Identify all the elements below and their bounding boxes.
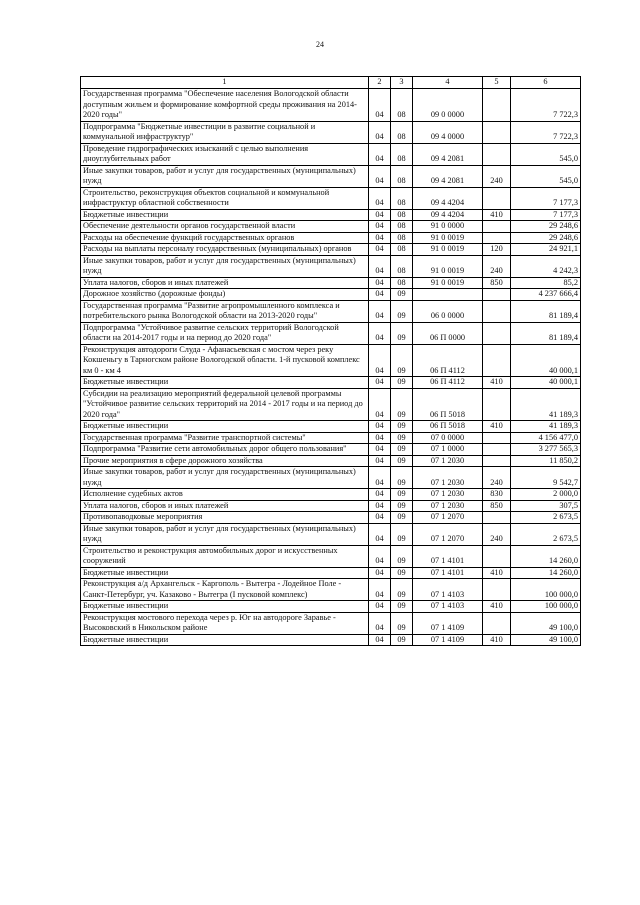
row-name-cell: Подпрограмма "Устойчивое развитие сельских территорий Вологодской области на 2014-2017 годы и на период до 2020 года" <box>81 322 369 344</box>
row-section-cell: 04 <box>369 143 391 165</box>
row-subsection-cell: 08 <box>391 187 413 209</box>
header-cell: 4 <box>413 77 483 89</box>
row-subsection-cell: 09 <box>391 455 413 467</box>
row-expense-type-cell: 410 <box>483 209 511 221</box>
row-name-cell: Иные закупки товаров, работ и услуг для государственных (муниципальных) нужд <box>81 165 369 187</box>
row-subsection-cell: 09 <box>391 601 413 613</box>
row-target-article-cell: 06 П 0000 <box>413 322 483 344</box>
row-target-article-cell: 06 П 4112 <box>413 377 483 389</box>
header-cell: 1 <box>81 77 369 89</box>
row-amount-cell: 41 189,3 <box>511 388 581 421</box>
row-name-cell: Реконструкция мостового перехода через р. Юг на автодороге Заравье - Высоковский в Никольском районе <box>81 612 369 634</box>
row-subsection-cell: 09 <box>391 612 413 634</box>
row-name-cell: Подпрограмма "Бюджетные инвестиции в развитие социальной и коммунальной инфраструктур" <box>81 121 369 143</box>
row-amount-cell: 2 673,5 <box>511 523 581 545</box>
row-section-cell: 04 <box>369 500 391 512</box>
row-name-cell: Реконструкция а/д Архангельск - Каргополь - Вытегра - Лодейное Поле - Санкт-Петербург, уч. Казаково - Вытегра (I пусковой комплекс) <box>81 579 369 601</box>
row-subsection-cell: 08 <box>391 209 413 221</box>
row-expense-type-cell <box>483 143 511 165</box>
row-name-cell: Уплата налогов, сборов и иных платежей <box>81 277 369 289</box>
row-name-cell: Прочие мероприятия в сфере дорожного хозяйства <box>81 455 369 467</box>
row-target-article-cell: 06 П 5018 <box>413 388 483 421</box>
row-name-cell: Бюджетные инвестиции <box>81 209 369 221</box>
row-amount-cell: 85,2 <box>511 277 581 289</box>
row-target-article-cell: 07 1 2030 <box>413 489 483 501</box>
row-expense-type-cell <box>483 221 511 233</box>
row-target-article-cell: 07 1 4103 <box>413 579 483 601</box>
row-amount-cell: 4 156 477,0 <box>511 432 581 444</box>
table-row <box>81 165 581 187</box>
row-expense-type-cell <box>483 121 511 143</box>
row-target-article-cell: 06 П 4112 <box>413 344 483 377</box>
row-name-cell: Иные закупки товаров, работ и услуг для государственных (муниципальных) нужд <box>81 523 369 545</box>
row-amount-cell: 4 237 666,4 <box>511 289 581 301</box>
row-target-article-cell: 07 1 2070 <box>413 523 483 545</box>
row-amount-cell: 81 189,4 <box>511 322 581 344</box>
row-subsection-cell: 08 <box>391 143 413 165</box>
row-expense-type-cell: 830 <box>483 489 511 501</box>
row-target-article-cell: 09 4 4204 <box>413 187 483 209</box>
table-row <box>81 143 581 165</box>
row-section-cell: 04 <box>369 455 391 467</box>
row-expense-type-cell <box>483 300 511 322</box>
header-cell: 6 <box>511 77 581 89</box>
row-amount-cell: 49 100,0 <box>511 612 581 634</box>
row-name-cell: Дорожное хозяйство (дорожные фонды) <box>81 289 369 301</box>
page-number: 24 <box>316 40 324 49</box>
row-target-article-cell: 07 1 2030 <box>413 455 483 467</box>
row-expense-type-cell: 410 <box>483 567 511 579</box>
row-subsection-cell: 08 <box>391 255 413 277</box>
table-row <box>81 300 581 322</box>
row-section-cell: 04 <box>369 432 391 444</box>
table-row <box>81 634 581 646</box>
row-subsection-cell: 08 <box>391 89 413 122</box>
row-section-cell: 04 <box>369 377 391 389</box>
row-subsection-cell: 09 <box>391 444 413 456</box>
table-row <box>81 567 581 579</box>
header-cell: 5 <box>483 77 511 89</box>
row-target-article-cell: 91 0 0000 <box>413 221 483 233</box>
row-expense-type-cell <box>483 232 511 244</box>
row-section-cell: 04 <box>369 388 391 421</box>
row-expense-type-cell: 410 <box>483 421 511 433</box>
row-target-article-cell: 07 1 2070 <box>413 512 483 524</box>
row-subsection-cell: 08 <box>391 232 413 244</box>
row-name-cell: Расходы на выплаты персоналу государственных (муниципальных) органов <box>81 244 369 256</box>
row-target-article-cell: 07 1 4109 <box>413 612 483 634</box>
table-row <box>81 579 581 601</box>
row-target-article-cell: 91 0 0019 <box>413 244 483 256</box>
table-row <box>81 377 581 389</box>
row-name-cell: Иные закупки товаров, работ и услуг для государственных (муниципальных) нужд <box>81 255 369 277</box>
row-name-cell: Строительство, реконструкция объектов социальной и коммунальной инфраструктур областной собственности <box>81 187 369 209</box>
row-name-cell: Исполнение судебных актов <box>81 489 369 501</box>
row-name-cell: Бюджетные инвестиции <box>81 567 369 579</box>
row-amount-cell: 29 248,6 <box>511 232 581 244</box>
row-section-cell: 04 <box>369 165 391 187</box>
row-name-cell: Субсидии на реализацию мероприятий федеральной целевой программы "Устойчивое развитие сельских территорий на 2014 - 2017 годы и на период до 2020 года" <box>81 388 369 421</box>
row-expense-type-cell <box>483 89 511 122</box>
row-target-article-cell <box>413 289 483 301</box>
budget-table <box>80 76 581 646</box>
row-expense-type-cell: 240 <box>483 255 511 277</box>
row-section-cell: 04 <box>369 187 391 209</box>
row-expense-type-cell <box>483 432 511 444</box>
table-row <box>81 489 581 501</box>
row-target-article-cell: 09 4 2081 <box>413 143 483 165</box>
table-row <box>81 388 581 421</box>
row-section-cell: 04 <box>369 209 391 221</box>
row-amount-cell: 307,5 <box>511 500 581 512</box>
row-expense-type-cell: 410 <box>483 601 511 613</box>
row-subsection-cell: 09 <box>391 388 413 421</box>
table-row <box>81 455 581 467</box>
table-row <box>81 612 581 634</box>
row-expense-type-cell: 240 <box>483 467 511 489</box>
row-expense-type-cell: 850 <box>483 500 511 512</box>
row-name-cell: Проведение гидрографических изысканий с целью выполнения дноуглубительных работ <box>81 143 369 165</box>
row-subsection-cell: 09 <box>391 489 413 501</box>
row-amount-cell: 40 000,1 <box>511 377 581 389</box>
row-amount-cell: 11 850,2 <box>511 455 581 467</box>
row-amount-cell: 2 000,0 <box>511 489 581 501</box>
row-section-cell: 04 <box>369 322 391 344</box>
row-section-cell: 04 <box>369 277 391 289</box>
table-row <box>81 432 581 444</box>
row-section-cell: 04 <box>369 634 391 646</box>
row-subsection-cell: 08 <box>391 121 413 143</box>
row-subsection-cell: 09 <box>391 512 413 524</box>
row-name-cell: Бюджетные инвестиции <box>81 601 369 613</box>
row-subsection-cell: 09 <box>391 421 413 433</box>
table-row <box>81 500 581 512</box>
row-target-article-cell: 07 1 4101 <box>413 567 483 579</box>
row-expense-type-cell <box>483 545 511 567</box>
row-amount-cell: 9 542,7 <box>511 467 581 489</box>
table-row <box>81 187 581 209</box>
row-subsection-cell: 08 <box>391 244 413 256</box>
row-expense-type-cell <box>483 612 511 634</box>
row-section-cell: 04 <box>369 567 391 579</box>
table-row <box>81 601 581 613</box>
table-row <box>81 444 581 456</box>
row-amount-cell: 40 000,1 <box>511 344 581 377</box>
row-section-cell: 04 <box>369 244 391 256</box>
row-amount-cell: 2 673,5 <box>511 512 581 524</box>
row-section-cell: 04 <box>369 255 391 277</box>
row-expense-type-cell: 850 <box>483 277 511 289</box>
row-amount-cell: 49 100,0 <box>511 634 581 646</box>
row-subsection-cell: 08 <box>391 165 413 187</box>
row-expense-type-cell: 120 <box>483 244 511 256</box>
row-expense-type-cell: 240 <box>483 523 511 545</box>
row-expense-type-cell <box>483 344 511 377</box>
row-amount-cell: 545,0 <box>511 165 581 187</box>
row-section-cell: 04 <box>369 300 391 322</box>
row-section-cell: 04 <box>369 612 391 634</box>
row-name-cell: Государственная программа "Развитие агропромышленного комплекса и потребительского рынка Вологодской области на 2013-2020 годы" <box>81 300 369 322</box>
table-row <box>81 421 581 433</box>
header-cell: 2 <box>369 77 391 89</box>
table-row <box>81 523 581 545</box>
row-target-article-cell: 91 0 0019 <box>413 255 483 277</box>
row-subsection-cell: 09 <box>391 344 413 377</box>
row-amount-cell: 100 000,0 <box>511 579 581 601</box>
table-row <box>81 232 581 244</box>
row-amount-cell: 81 189,4 <box>511 300 581 322</box>
row-expense-type-cell: 410 <box>483 377 511 389</box>
row-subsection-cell: 08 <box>391 277 413 289</box>
row-target-article-cell: 07 1 2030 <box>413 500 483 512</box>
row-section-cell: 04 <box>369 89 391 122</box>
header-cell: 3 <box>391 77 413 89</box>
table-row <box>81 255 581 277</box>
row-subsection-cell: 09 <box>391 500 413 512</box>
row-subsection-cell: 09 <box>391 300 413 322</box>
row-expense-type-cell <box>483 512 511 524</box>
row-subsection-cell: 09 <box>391 579 413 601</box>
row-section-cell: 04 <box>369 221 391 233</box>
header-row <box>81 77 581 89</box>
row-name-cell: Строительство и реконструкция автомобильных дорог и искусственных сооружений <box>81 545 369 567</box>
row-section-cell: 04 <box>369 579 391 601</box>
row-amount-cell: 4 242,3 <box>511 255 581 277</box>
row-target-article-cell: 07 1 4101 <box>413 545 483 567</box>
row-subsection-cell: 09 <box>391 467 413 489</box>
row-amount-cell: 7 177,3 <box>511 187 581 209</box>
row-name-cell: Уплата налогов, сборов и иных платежей <box>81 500 369 512</box>
row-amount-cell: 7 722,3 <box>511 121 581 143</box>
table-row <box>81 467 581 489</box>
row-section-cell: 04 <box>369 512 391 524</box>
row-subsection-cell: 09 <box>391 432 413 444</box>
table-row <box>81 277 581 289</box>
row-section-cell: 04 <box>369 289 391 301</box>
row-amount-cell: 7 722,3 <box>511 89 581 122</box>
row-expense-type-cell <box>483 579 511 601</box>
table-row <box>81 344 581 377</box>
row-amount-cell: 29 248,6 <box>511 221 581 233</box>
row-subsection-cell: 09 <box>391 567 413 579</box>
row-section-cell: 04 <box>369 121 391 143</box>
row-name-cell: Государственная программа "Обеспечение населения Вологодской области доступным жильем и формирование комфортной среды проживания на 2014-2020 годы" <box>81 89 369 122</box>
row-section-cell: 04 <box>369 545 391 567</box>
row-expense-type-cell <box>483 444 511 456</box>
row-expense-type-cell <box>483 289 511 301</box>
row-expense-type-cell <box>483 455 511 467</box>
row-target-article-cell: 07 0 0000 <box>413 432 483 444</box>
row-section-cell: 04 <box>369 344 391 377</box>
row-name-cell: Бюджетные инвестиции <box>81 377 369 389</box>
row-section-cell: 04 <box>369 467 391 489</box>
row-target-article-cell: 91 0 0019 <box>413 277 483 289</box>
table-row <box>81 545 581 567</box>
row-name-cell: Противопаводковые мероприятия <box>81 512 369 524</box>
row-name-cell: Подпрограмма "Развитие сети автомобильных дорог общего пользования" <box>81 444 369 456</box>
row-subsection-cell: 09 <box>391 634 413 646</box>
row-subsection-cell: 09 <box>391 545 413 567</box>
row-target-article-cell: 07 1 4103 <box>413 601 483 613</box>
row-amount-cell: 3 277 565,3 <box>511 444 581 456</box>
table-row <box>81 322 581 344</box>
table-row <box>81 121 581 143</box>
row-name-cell: Государственная программа "Развитие транспортной системы" <box>81 432 369 444</box>
row-target-article-cell: 09 4 0000 <box>413 121 483 143</box>
row-amount-cell: 41 189,3 <box>511 421 581 433</box>
row-section-cell: 04 <box>369 232 391 244</box>
table-row <box>81 289 581 301</box>
row-name-cell: Расходы на обеспечение функций государственных органов <box>81 232 369 244</box>
row-subsection-cell: 09 <box>391 523 413 545</box>
row-expense-type-cell <box>483 388 511 421</box>
row-target-article-cell: 07 1 2030 <box>413 467 483 489</box>
row-amount-cell: 100 000,0 <box>511 601 581 613</box>
row-subsection-cell: 09 <box>391 322 413 344</box>
row-target-article-cell: 09 4 4204 <box>413 209 483 221</box>
row-section-cell: 04 <box>369 523 391 545</box>
row-section-cell: 04 <box>369 601 391 613</box>
row-name-cell: Обеспечение деятельности органов государственной власти <box>81 221 369 233</box>
row-expense-type-cell: 410 <box>483 634 511 646</box>
table-row <box>81 512 581 524</box>
row-amount-cell: 7 177,3 <box>511 209 581 221</box>
row-amount-cell: 24 921,1 <box>511 244 581 256</box>
row-target-article-cell: 09 4 2081 <box>413 165 483 187</box>
row-expense-type-cell <box>483 187 511 209</box>
row-target-article-cell: 06 0 0000 <box>413 300 483 322</box>
row-name-cell: Бюджетные инвестиции <box>81 421 369 433</box>
row-target-article-cell: 91 0 0019 <box>413 232 483 244</box>
row-target-article-cell: 07 1 0000 <box>413 444 483 456</box>
table-row <box>81 89 581 122</box>
row-section-cell: 04 <box>369 421 391 433</box>
row-name-cell: Реконструкция автодороги Слуда - Афанасьевская с мостом через реку Кокшеньгу в Тарногском районе Вологодской области. 1-й пусковой комплекс км 0 - км 4 <box>81 344 369 377</box>
row-target-article-cell: 06 П 5018 <box>413 421 483 433</box>
row-name-cell: Иные закупки товаров, работ и услуг для государственных (муниципальных) нужд <box>81 467 369 489</box>
table-row <box>81 244 581 256</box>
table-row <box>81 209 581 221</box>
row-section-cell: 04 <box>369 444 391 456</box>
row-target-article-cell: 09 0 0000 <box>413 89 483 122</box>
row-subsection-cell: 08 <box>391 221 413 233</box>
row-name-cell: Бюджетные инвестиции <box>81 634 369 646</box>
row-subsection-cell: 09 <box>391 289 413 301</box>
row-target-article-cell: 07 1 4109 <box>413 634 483 646</box>
row-amount-cell: 14 260,0 <box>511 545 581 567</box>
row-section-cell: 04 <box>369 489 391 501</box>
row-expense-type-cell <box>483 322 511 344</box>
row-expense-type-cell: 240 <box>483 165 511 187</box>
row-amount-cell: 545,0 <box>511 143 581 165</box>
table-row <box>81 221 581 233</box>
row-subsection-cell: 09 <box>391 377 413 389</box>
row-amount-cell: 14 260,0 <box>511 567 581 579</box>
